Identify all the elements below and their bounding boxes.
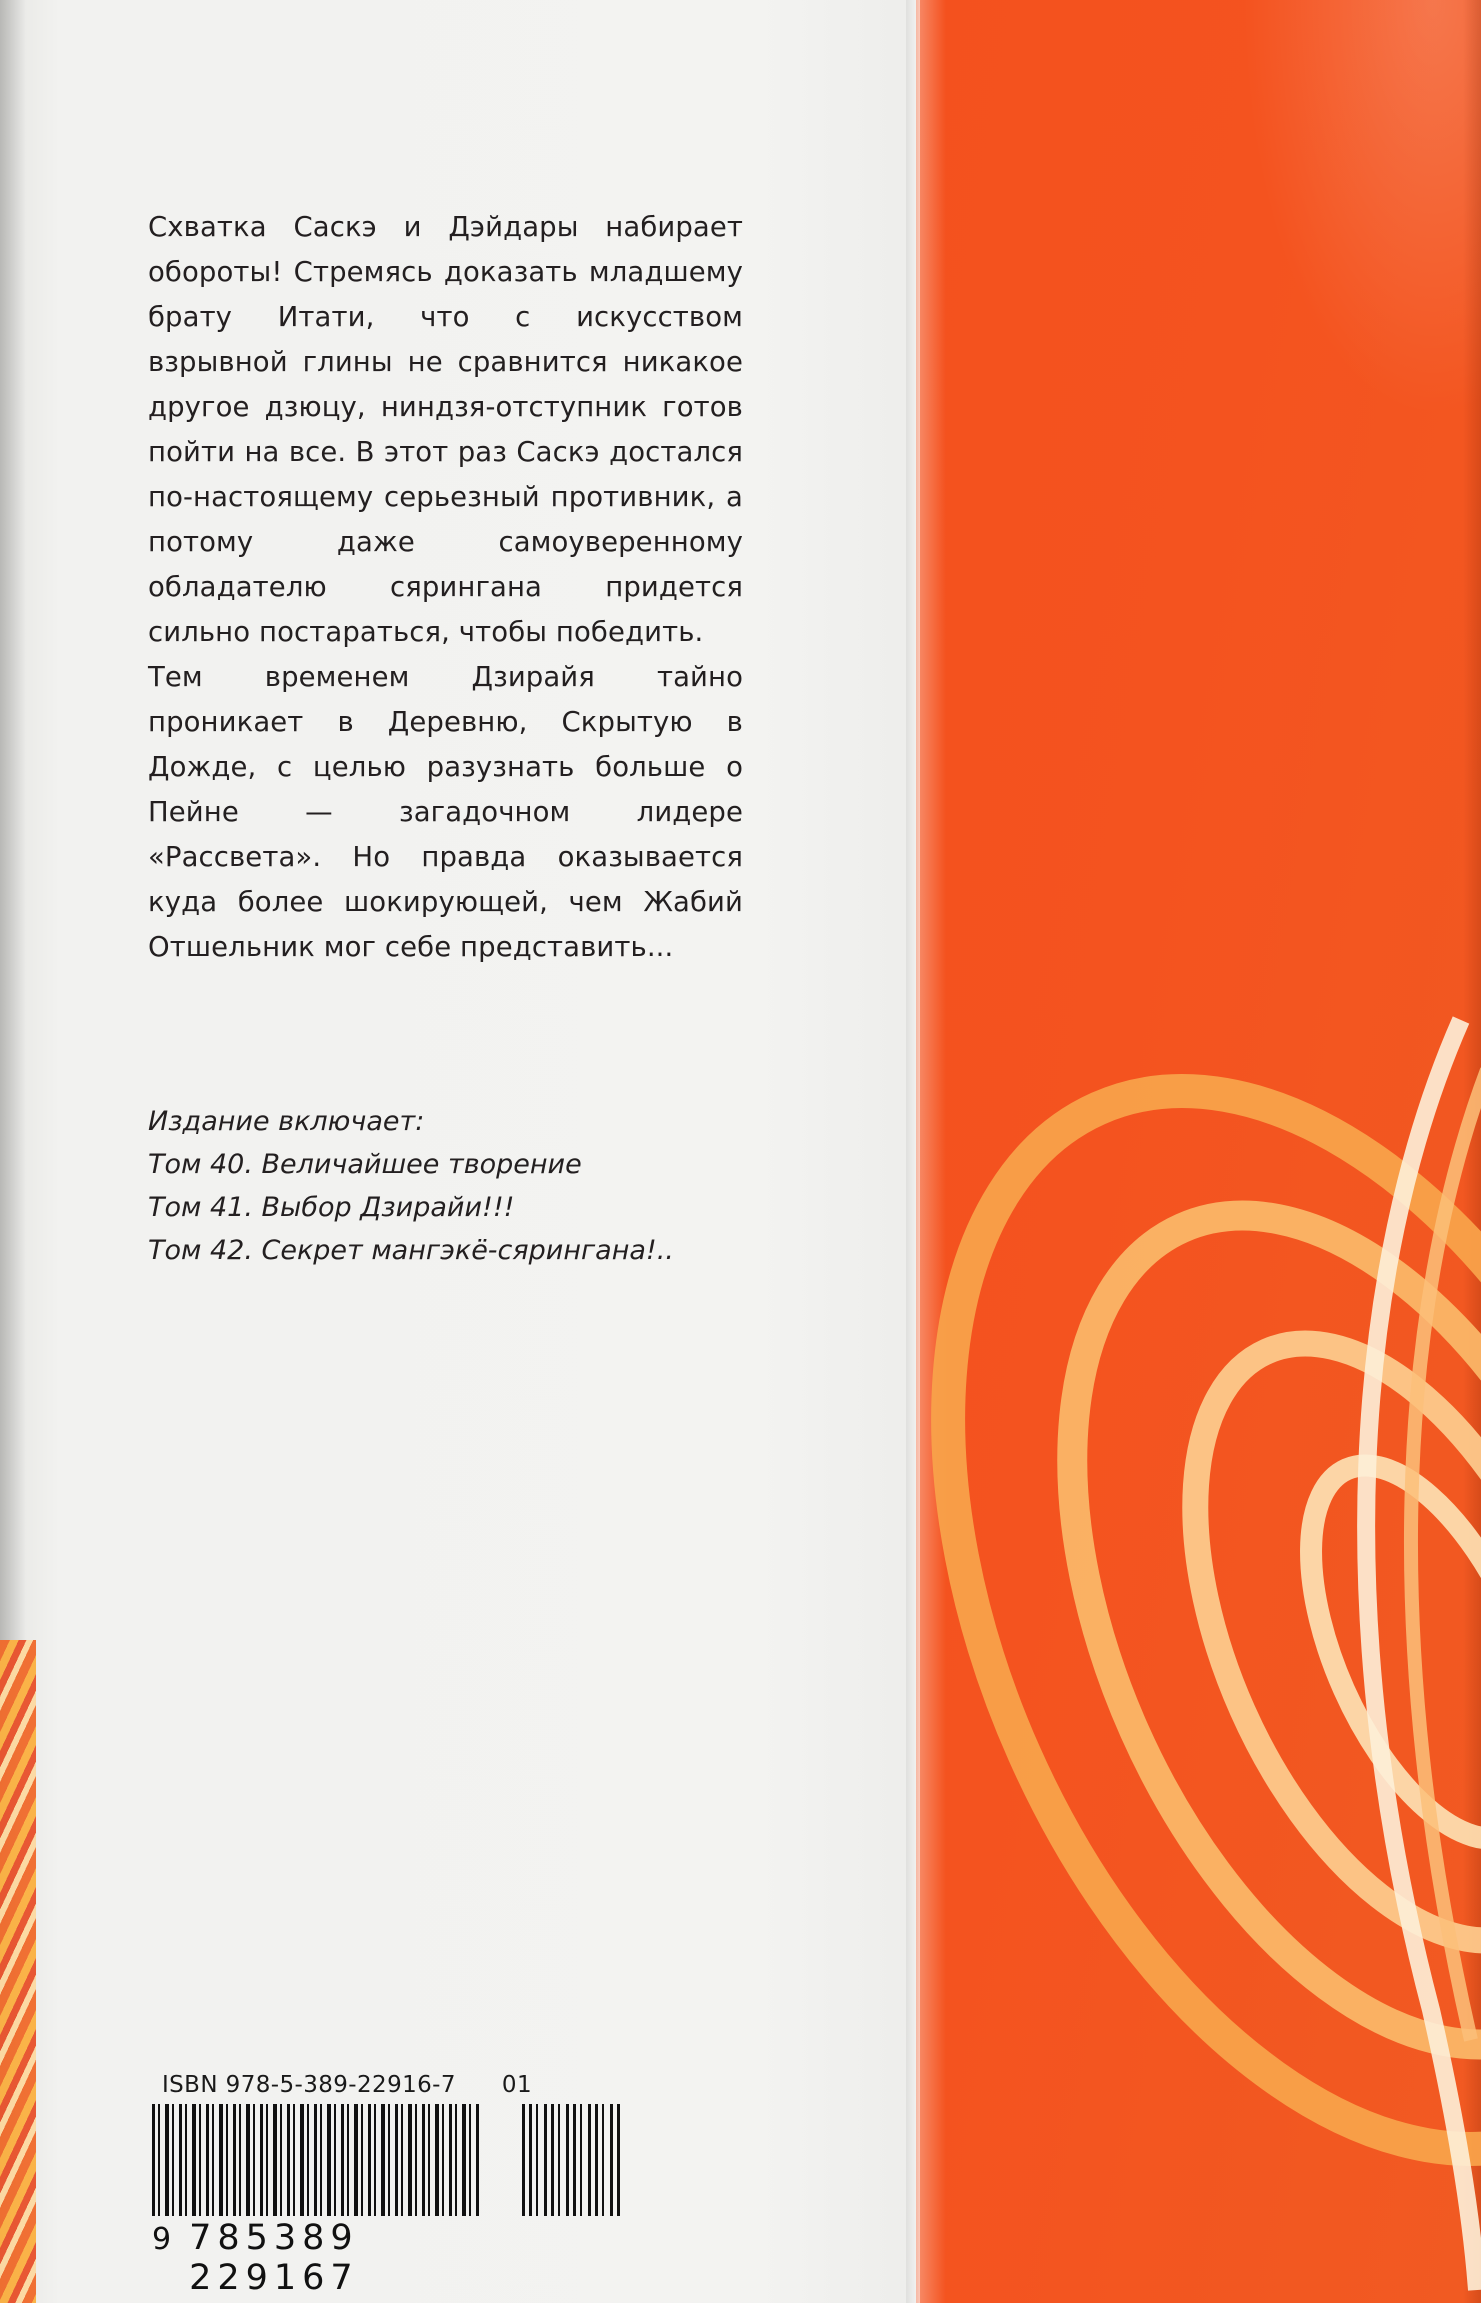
swirl-decoration (916, 930, 1481, 2303)
ean13-bars (152, 2104, 482, 2216)
swirl-accent-right (1311, 1010, 1481, 2300)
includes-volume-1: Том 40. Величайшее творение (148, 1149, 582, 1180)
includes-volume-3: Том 42. Секрет мангэкё-сярингана!.. (148, 1235, 674, 1266)
includes-heading: Издание включает: (148, 1106, 425, 1137)
barcode-addon (522, 2104, 622, 2216)
barcode-addon-bars (522, 2104, 622, 2216)
isbn-label: ISBN 978-5-389-22916-7 (162, 2072, 456, 2098)
ean13-digits (152, 2218, 508, 2298)
panel-right-shade (1463, 0, 1481, 2303)
barcode-graphics (152, 2104, 622, 2298)
includes-section (148, 1100, 768, 1272)
barcode-addon-label: 01 (501, 2072, 532, 2098)
orange-panel (916, 0, 1481, 2303)
ean13-barcode (152, 2104, 508, 2298)
ean13-main-digits: 785389 229167 (189, 2218, 359, 2298)
barcode-block (152, 2072, 622, 2298)
includes-volume-2: Том 41. Выбор Дзирайи!!! (148, 1192, 515, 1223)
cover-fold-line (906, 0, 920, 2303)
blurb-paragraph-2: Тем временем Дзирайя тайно проникает в Деревню, Скрытую в Дожде, с целью разузнать больше о Пейне — загадочном лидере «Рассвета». Но правда оказывается куда более шокирующей, чем Жабий Отшельник мог себе представить... (148, 661, 743, 963)
blurb-paragraph-1: Схватка Саскэ и Дэйдары набирает обороты! Стремясь доказать младшему брату Итати, что с искусством взрывной глины не сравнится никакое другое дзюцу, ниндзя-отступник готов пойти на все. В этот раз Саскэ достался по-настоящему серьезный противник, а потому даже самоуверенному обладателю сярингана придется сильно постараться, чтобы победить. (148, 211, 743, 648)
panel-top-sheen (1241, 0, 1481, 420)
back-cover-blurb (148, 205, 743, 970)
front-cover-art-strip (0, 1640, 36, 2303)
isbn-line (152, 2072, 622, 2098)
ean13-lead-digit: 9 (152, 2222, 174, 2257)
panel-edge-highlight (916, 0, 946, 2303)
